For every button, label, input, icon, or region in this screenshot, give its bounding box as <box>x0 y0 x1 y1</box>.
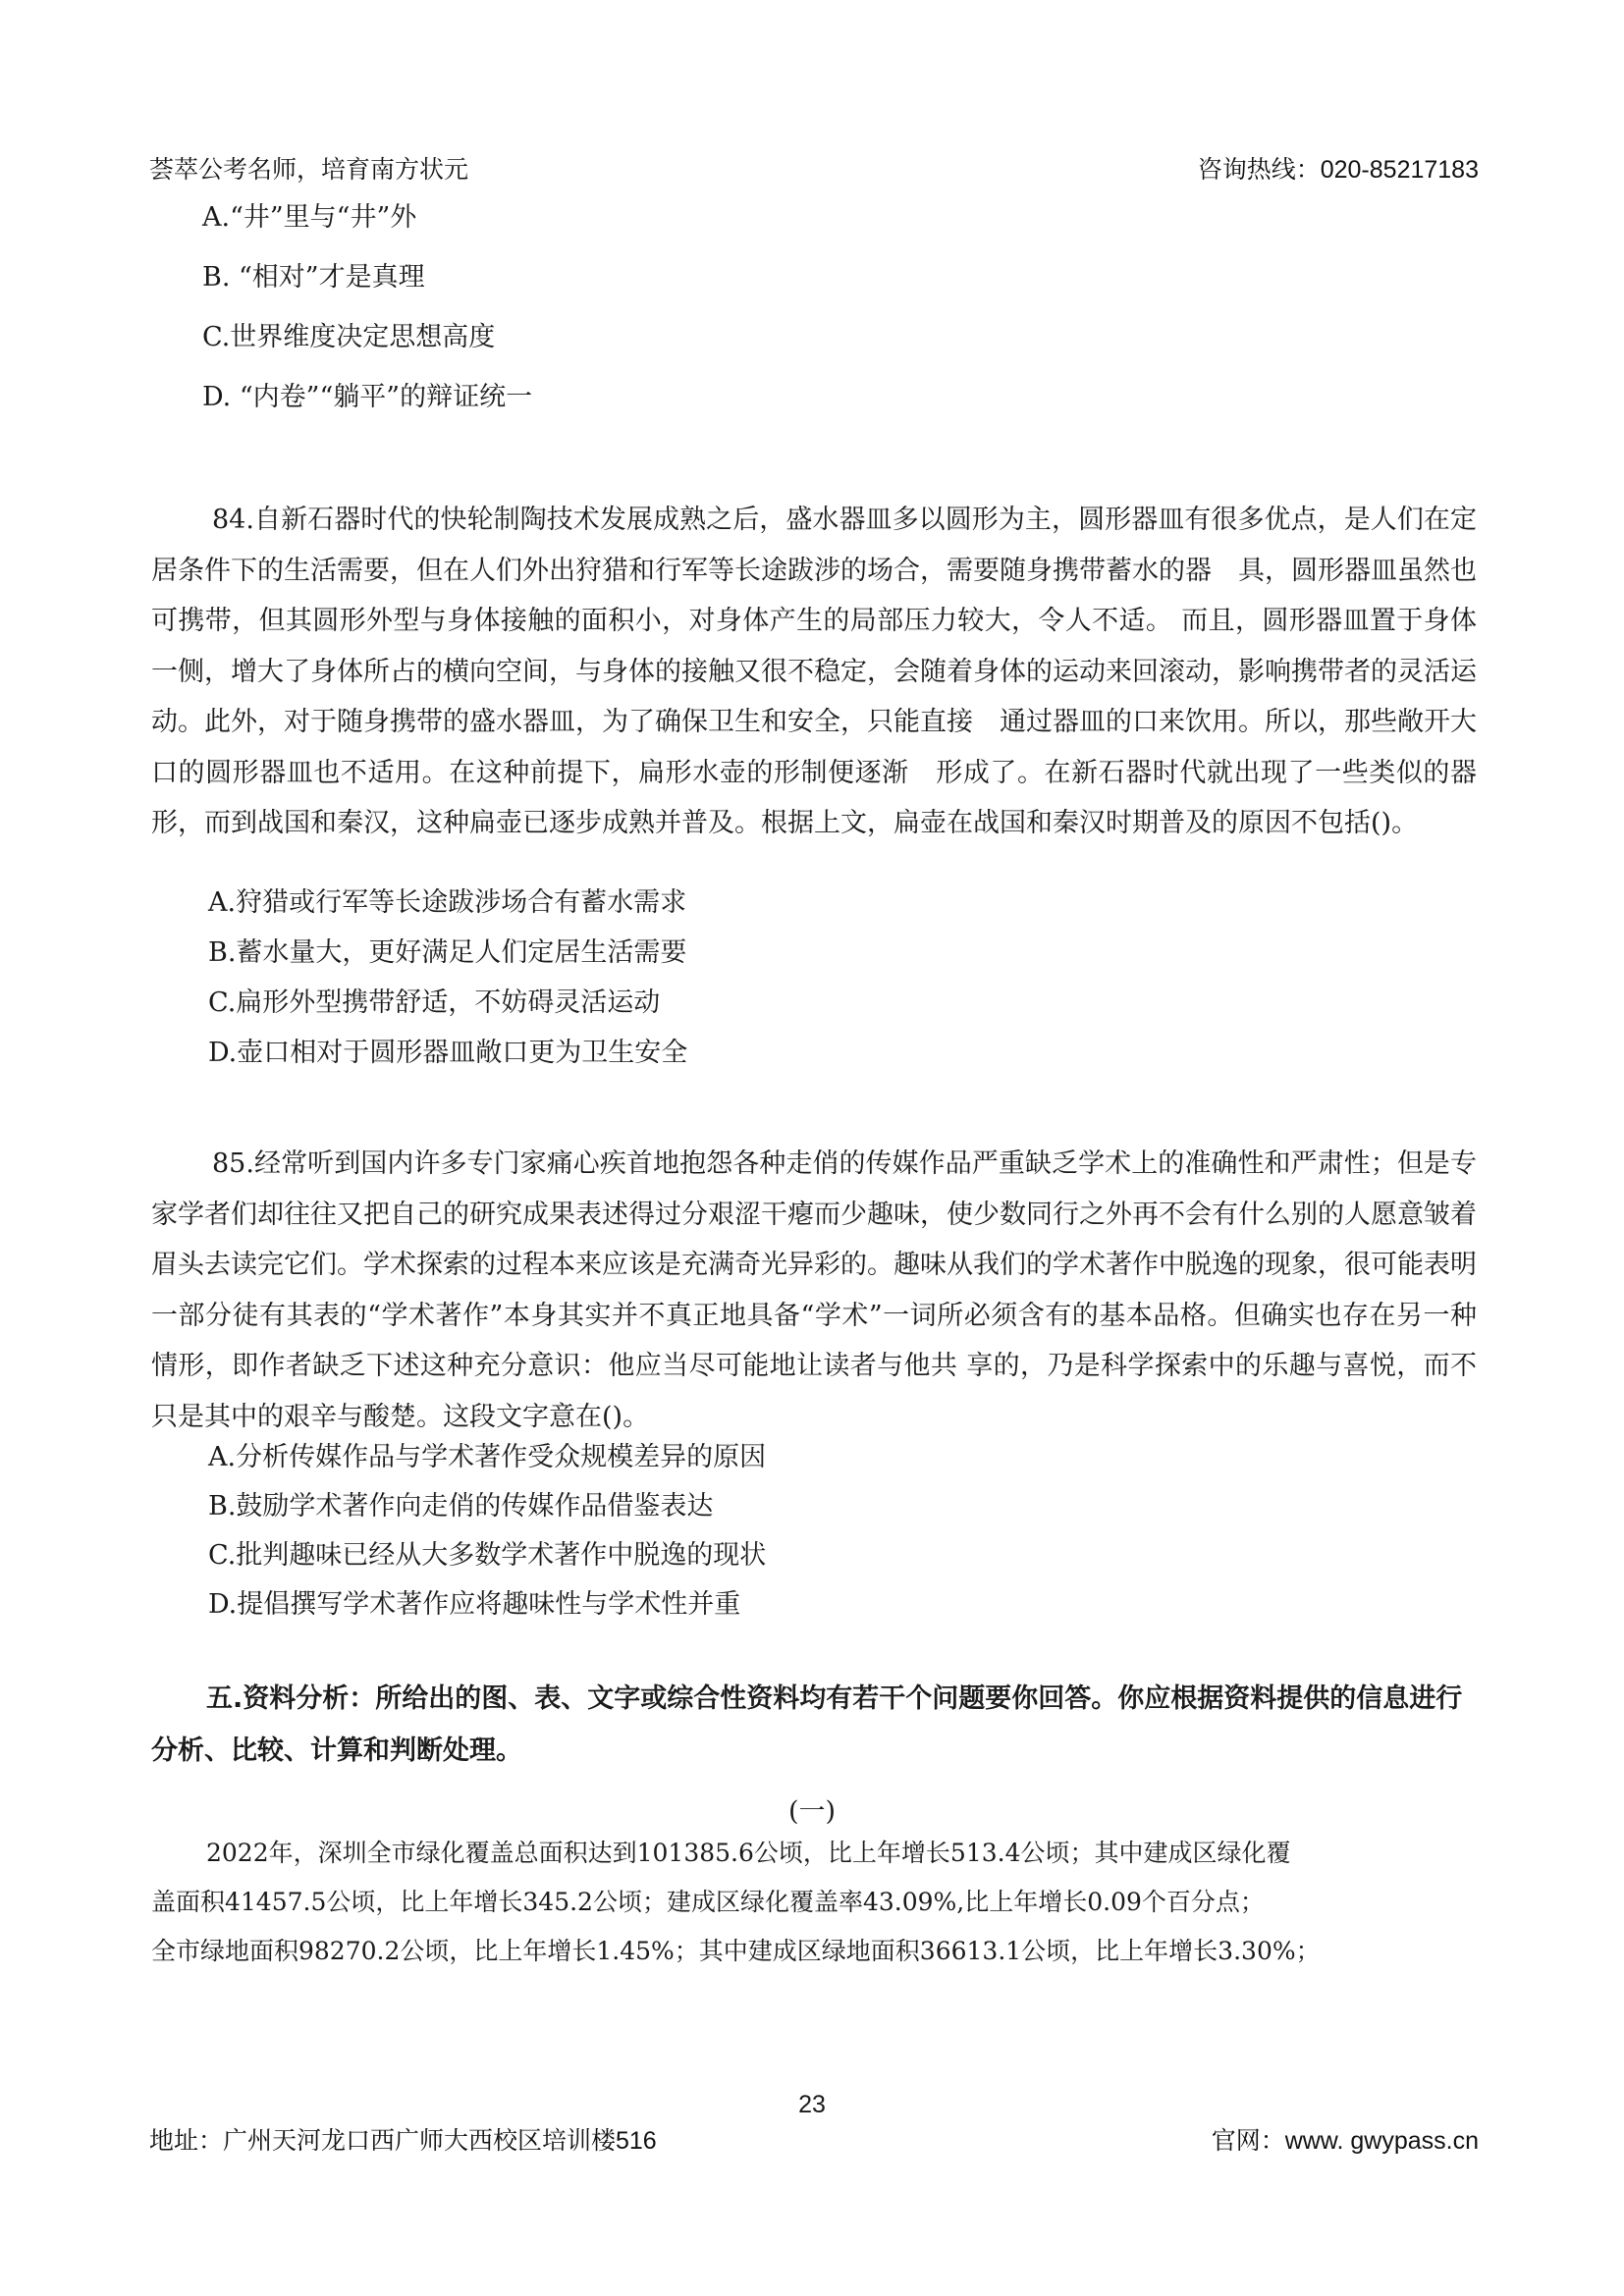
option-d: D. “内卷”“躺平”的辩证统一 <box>202 382 533 412</box>
page-footer <box>149 2121 1479 2157</box>
section-5-heading <box>151 1673 1477 1777</box>
page-number: 23 <box>798 2091 826 2118</box>
option-c: C.世界维度决定思想高度 <box>202 322 496 352</box>
question-85-options <box>151 1440 1477 1623</box>
header-slogan: 荟萃公考名师，培育南方状元 <box>149 156 469 184</box>
paragraph-line: 全市绿地面积98270.2公顷，比上年增长1.45%；其中建成区绿地面积36613.1公顷，比上年增长3.30%； <box>151 1937 1321 1965</box>
option-b: B. “相对”才是真理 <box>202 262 425 293</box>
paragraph-line: 2022年，深圳全市绿化覆盖总面积达到101385.6公顷，比上年增长513.4公顷；其中建成区绿化覆 <box>206 1839 1291 1867</box>
option-a: A.分析传媒作品与学术著作受众规模差异的原因 <box>208 1442 767 1472</box>
page-header <box>149 150 1479 186</box>
paragraph-line: 盖面积41457.5公顷，比上年增长345.2公顷；建成区绿化覆盖率43.09%,比上年增长0.09个百分点； <box>151 1888 1265 1916</box>
option-b: B.鼓励学术著作向走俏的传媒作品借鉴表达 <box>208 1491 714 1522</box>
option-b: B.蓄水量大，更好满足人们定居生活需要 <box>208 937 687 968</box>
option-a: A.狩猎或行军等长途跋涉场合有蓄水需求 <box>208 887 687 918</box>
option-c: C.批判趣味已经从大多数学术著作中脱逸的现状 <box>208 1540 767 1571</box>
question-84 <box>151 495 1477 849</box>
section-title: 五.资料分析：所给出的图、表、文字或综合性资料均有若干个问题要你回答。你应根据资料提供的信息进行分析、比较、计算和判断处理。 <box>151 1683 1463 1766</box>
option-d: D.提倡撰写学术著作应将趣味性与学术性并重 <box>208 1589 741 1620</box>
option-a: A.“井”里与“井”外 <box>202 202 417 233</box>
prev-question-options <box>151 200 1477 415</box>
question-84-options <box>151 885 1477 1071</box>
question-stem: 84.自新石器时代的快轮制陶技术发展成熟之后，盛水器皿多以圆形为主，圆形器皿有很多优点，是人们在定居条件下的生活需要，但在人们外出狩猎和行军等长途跋涉的场合，需要随身携带蓄水的器 具，圆形器皿虽然也可携带，但其圆形外型与身体接触的面积小，对身体产生的局部压力较大，令人不适。 而且，圆形器皿置于身体一侧，增大了身体所占的横向空间，与身体的接触又很不稳定，会随着身体的运动来回滚动，影响携带者的灵活运动。此外，对于随身携带的盛水器皿，为了确保卫生和安全，只能直接 通过器皿的口来饮用。所以，那些敞开大口的圆形器皿也不适用。在这种前提下，扁形水壶的形制便逐渐 形成了。在新石器时代就出现了一些类似的器形，而到战国和秦汉，这种扁壶已逐步成熟并普及。根据上文，扁壶在战国和秦汉时期普及的原因不包括()。 <box>151 505 1477 838</box>
question-85 <box>151 1139 1477 1442</box>
footer-website: 官网：www. gwypass.cn <box>1211 2127 1479 2155</box>
header-hotline: 咨询热线：020-85217183 <box>1197 156 1479 184</box>
option-d: D.壶口相对于圆形器皿敞口更为卫生安全 <box>208 1038 688 1068</box>
option-c: C.扁形外型携带舒适，不妨碍灵活运动 <box>208 988 661 1018</box>
data-material-paragraph <box>151 1829 1477 1976</box>
part-label: (一) <box>787 1796 837 1827</box>
footer-address: 地址：广州天河龙口西广师大西校区培训楼516 <box>149 2127 657 2155</box>
question-stem: 85.经常听到国内许多专门家痛心疾首地抱怨各种走俏的传媒作品严重缺乏学术上的准确性和严肃性；但是专家学者们却往往又把自己的研究成果表述得过分艰涩干瘪而少趣味，使少数同行之外再不会有什么别的人愿意皱着眉头去读完它们。学术探索的过程本来应该是充满奇光异彩的。趣味从我们的学术著作中脱逸的现象，很可能表明一部分徒有其表的“学术著作”本身其实并不真正地具备“学术”一词所必须含有的基本品格。但确实也存在另一种情形，即作者缺乏下述这种充分意识：他应当尽可能地让读者与他共 享的，乃是科学探索中的乐趣与喜悦，而不只是其中的艰辛与酸楚。这段文字意在()。 <box>151 1148 1477 1432</box>
